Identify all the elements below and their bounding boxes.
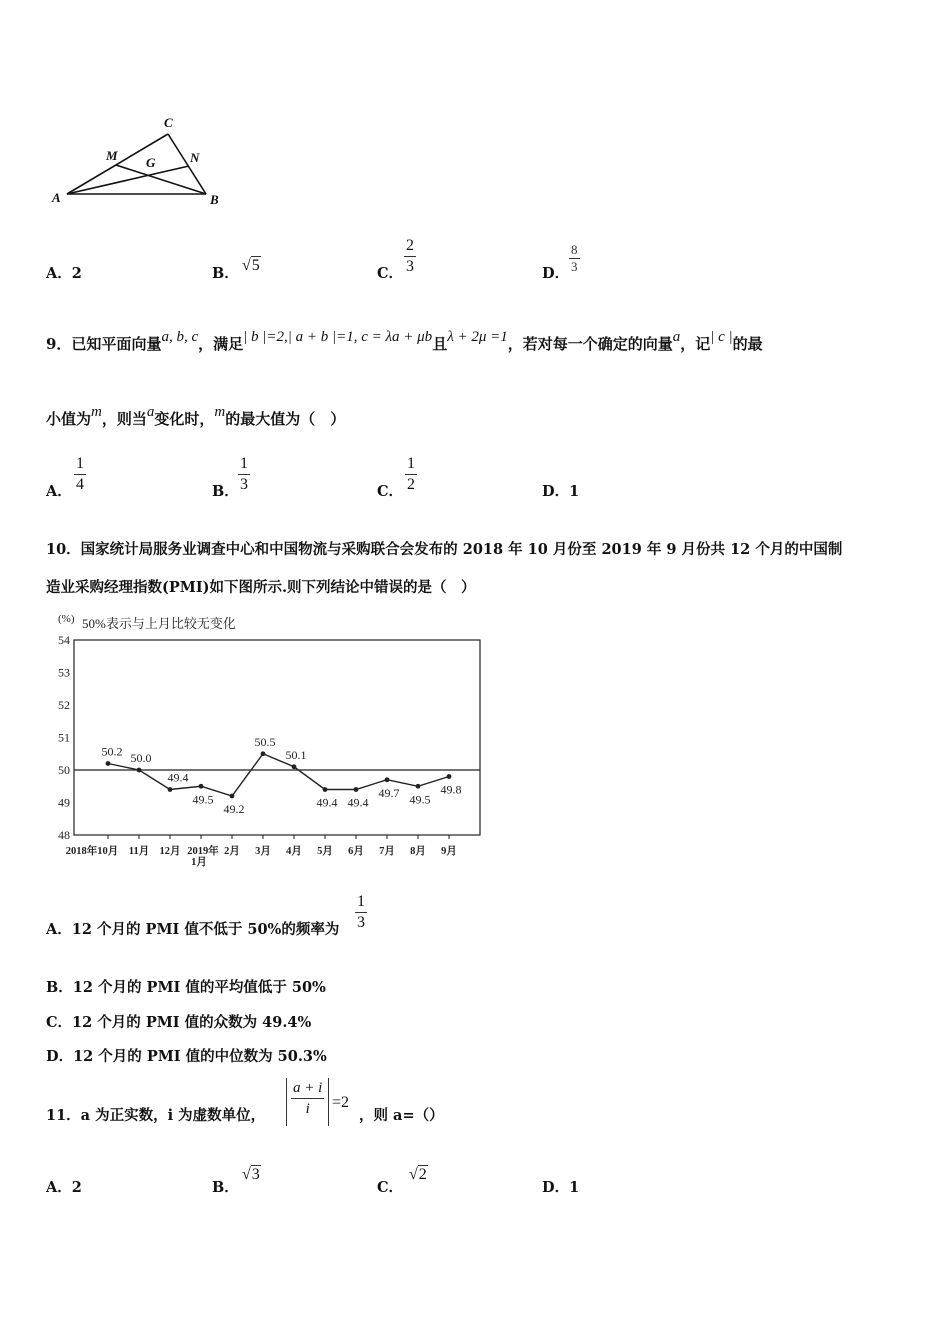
data-point bbox=[199, 784, 204, 789]
data-point bbox=[354, 787, 359, 792]
data-label: 49.5 bbox=[409, 792, 431, 807]
q11-equals: =2 bbox=[332, 1094, 350, 1111]
q11-option-a[interactable]: A．2 bbox=[46, 1179, 82, 1196]
data-point bbox=[261, 751, 266, 756]
q9-option-c-fraction: $\frac{1}{2}$ bbox=[407, 455, 415, 493]
x-tick-label: 2月 bbox=[224, 846, 240, 857]
data-label: 49.5 bbox=[192, 792, 214, 807]
triangle-figure bbox=[40, 110, 240, 215]
data-point bbox=[230, 794, 235, 799]
x-tick-label: 2018年10月 bbox=[65, 846, 119, 857]
data-label: 49.8 bbox=[440, 782, 462, 797]
option-label: C． bbox=[377, 265, 404, 282]
q10-option-a-fraction: $\frac{1}{3}$ bbox=[357, 893, 365, 931]
data-label: 49.4 bbox=[316, 795, 338, 810]
x-tick-label: 4月 bbox=[286, 846, 302, 857]
q8-option-b[interactable] bbox=[212, 262, 239, 283]
q11-option-c[interactable]: C． bbox=[377, 1179, 404, 1196]
label-a: A bbox=[52, 190, 61, 205]
data-label: 50.2 bbox=[101, 744, 123, 759]
median-an bbox=[67, 166, 189, 194]
label-c: C bbox=[164, 115, 173, 130]
chart-title: 50%表示与上月比较无变化 bbox=[82, 616, 236, 631]
option-value: 2 bbox=[71, 265, 82, 282]
label-m: M bbox=[106, 148, 118, 163]
q10-option-a[interactable]: A．12 个月的 PMI 值不低于 50%的频率为 bbox=[46, 921, 340, 938]
q9-option-d[interactable]: D．1 bbox=[542, 483, 580, 500]
y-tick-label: 52 bbox=[58, 698, 70, 712]
label-n: N bbox=[190, 150, 200, 165]
data-label: 50.1 bbox=[285, 747, 307, 762]
y-tick-label: 49 bbox=[58, 795, 70, 810]
q10-stem-line2: 造业采购经理指数(PMI)如下图所示.则下列结论中错误的是（ ） bbox=[46, 579, 476, 596]
y-tick-label: 51 bbox=[58, 730, 70, 745]
q11-option-c-sqrt: √2 bbox=[409, 1166, 427, 1183]
q10-stem-line1: 10．国家统计局服务业调查中心和中国物流与采购联合会发布的 2018 年 10 月份至 2019 年 9 月份共 12 个月的中国制 bbox=[46, 541, 843, 558]
q9-stem-line2: 小值为m，则当a变化时，m的最大值为（ ） bbox=[46, 404, 346, 428]
x-tick-label: 2019年 bbox=[187, 846, 219, 857]
label-b: B bbox=[210, 192, 219, 207]
label-g: G bbox=[146, 155, 156, 170]
data-label: 49.7 bbox=[378, 785, 400, 800]
y-tick-label: 50 bbox=[58, 763, 70, 777]
x-tick-label: 6月 bbox=[348, 846, 364, 857]
q10-option-d[interactable]: D．12 个月的 PMI 值的中位数为 50.3% bbox=[46, 1048, 327, 1065]
y-unit-label: (%) bbox=[58, 613, 75, 625]
x-tick-label: 7月 bbox=[379, 846, 395, 857]
x-tick-label: 3月 bbox=[255, 846, 271, 857]
x-tick-label: 12月 bbox=[159, 846, 181, 857]
q9-option-c[interactable]: C． bbox=[377, 483, 404, 500]
q8-option-b-sqrt: √5 bbox=[242, 257, 260, 274]
data-point bbox=[168, 787, 173, 792]
data-label: 49.2 bbox=[223, 802, 245, 816]
q8-option-d-fraction: $\frac{8}{3}$ bbox=[571, 242, 578, 274]
data-point bbox=[137, 768, 142, 773]
y-tick-label: 54 bbox=[58, 633, 70, 647]
pmi-line-chart bbox=[44, 606, 504, 872]
q11-option-b[interactable]: B． bbox=[212, 1179, 239, 1196]
q8-option-c[interactable] bbox=[377, 262, 403, 283]
y-tick-label: 48 bbox=[58, 828, 70, 842]
data-label: 50.0 bbox=[130, 751, 152, 765]
q9-option-b-fraction: $\frac{1}{3}$ bbox=[240, 455, 248, 493]
side-cb bbox=[168, 134, 206, 194]
x-tick-label: 11月 bbox=[128, 846, 150, 857]
q9-option-a[interactable]: A． bbox=[46, 483, 72, 500]
q8-option-c-fraction: $\frac{2}{3}$ bbox=[406, 237, 414, 275]
q10-option-c[interactable]: C．12 个月的 PMI 值的众数为 49.4% bbox=[46, 1014, 312, 1031]
q11-stem-start: 11．a 为正实数，i 为虚数单位， bbox=[46, 1107, 266, 1124]
x-tick-label: 8月 bbox=[410, 846, 426, 857]
x-tick-label: 5月 bbox=[317, 846, 333, 857]
option-label: A． bbox=[46, 265, 72, 282]
q9-option-a-fraction: $\frac{1}{4}$ bbox=[76, 455, 84, 493]
data-label: 49.4 bbox=[347, 795, 369, 810]
data-label: 49.4 bbox=[167, 770, 189, 785]
data-point bbox=[106, 761, 111, 766]
data-point bbox=[385, 777, 390, 782]
x-tick-label: 9月 bbox=[441, 846, 457, 857]
y-tick-label: 53 bbox=[58, 665, 70, 680]
q10-option-b[interactable]: B．12 个月的 PMI 值的平均值低于 50% bbox=[46, 979, 326, 996]
data-point bbox=[447, 774, 452, 779]
option-label: B． bbox=[212, 265, 239, 282]
q9-stem-line1: 9．已知平面向量a, b, c，满足| b |=2,| a + b |=1, c = λa + μb且λ + 2μ =1，若对每一个确定的向量a，记| c |的最 bbox=[46, 329, 763, 353]
data-point bbox=[416, 784, 421, 789]
q11-stem-end: ，则 a=（） bbox=[359, 1107, 444, 1124]
q11-option-d[interactable]: D．1 bbox=[542, 1179, 580, 1196]
data-point bbox=[323, 787, 328, 792]
q11-abs-fraction: a + i i bbox=[286, 1078, 329, 1126]
x-tick-label-cont: 1月 bbox=[191, 857, 207, 868]
q8-option-a[interactable] bbox=[46, 262, 82, 283]
data-point bbox=[292, 764, 297, 769]
data-label: 50.5 bbox=[254, 734, 276, 749]
q11-option-b-sqrt: √3 bbox=[242, 1166, 260, 1183]
q8-option-d[interactable] bbox=[542, 262, 569, 283]
q9-option-b[interactable]: B． bbox=[212, 483, 239, 500]
option-label: D． bbox=[542, 265, 570, 282]
